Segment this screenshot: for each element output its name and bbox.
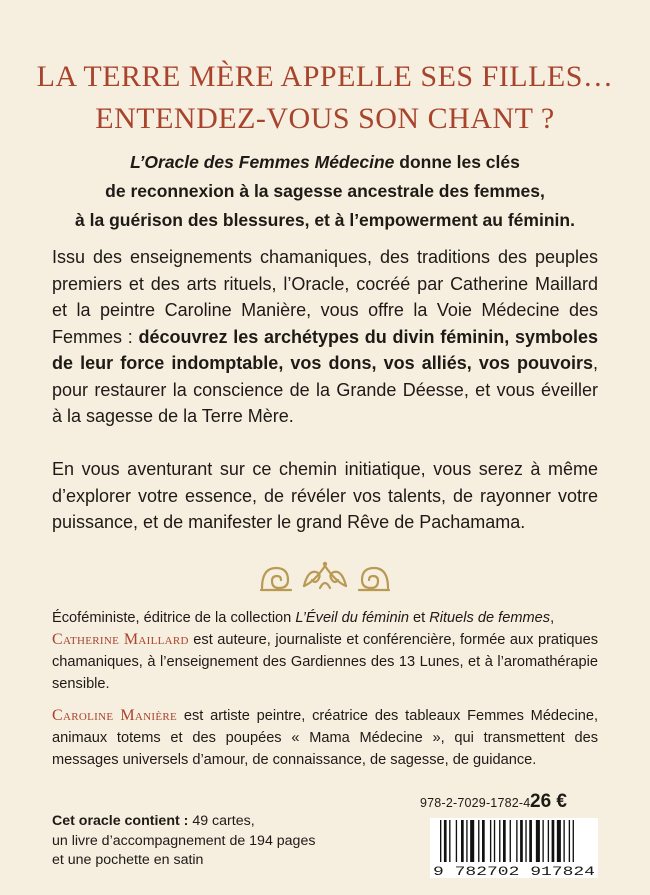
contents-line-3: et une pochette en satin — [52, 852, 204, 868]
title-line-1: LA TERRE MÈRE APPELLE SES FILLES… — [36, 60, 614, 93]
barcode — [430, 818, 598, 878]
p1-bold-text: découvrez les archétypes du divin féminin, symboles de leur force indomptable, vos dons, vos alliés, vos pouvoirs — [52, 326, 598, 373]
intro-line-2: de reconnexion à la sagesse ancestrale des femmes, — [105, 181, 545, 201]
isbn: 978-2-7029-1782-4 — [420, 796, 531, 810]
contents-line-2: un livre d’accompagnement de 194 pages — [52, 832, 316, 849]
p1-text-before: Issu des enseignements chamaniques, des traditions des peuples premiers et des arts rituels, l’Oracle, cocréé par Catherine Maillard et la peintre Caroline Manière, vous offre la Voie Médecine des Femmes : — [52, 247, 598, 347]
description-paragraph-1 — [52, 244, 598, 430]
author-name: Catherine Maillard — [52, 631, 189, 648]
bio1-text: est auteure, journaliste et conférencière, formée aux pratiques chamaniques, à l’enseignement des Gardiennes des 13 Lunes, et à l’aromathérapie sensible. — [52, 632, 598, 692]
intro-text-1: donne les clés — [394, 152, 520, 172]
spiral-ornament-icon — [258, 558, 392, 596]
price: 26 € — [530, 791, 567, 812]
illustrator-name: Caroline Manière — [52, 707, 178, 724]
bio1-and: et — [408, 610, 430, 626]
collection-name-2: Rituels de femmes — [429, 610, 551, 626]
contents-line-1 — [52, 812, 382, 832]
bio1-intro: Écoféministe, éditrice de la collection — [52, 610, 296, 626]
book-title: L’Oracle des Femmes Médecine — [130, 152, 395, 172]
contents-label: Cet oracle contient : — [52, 813, 189, 829]
intro-line-1 — [30, 148, 620, 177]
author-bio — [52, 607, 598, 695]
bio1-comma: , — [550, 610, 555, 626]
page-title — [20, 56, 630, 140]
intro-line-3: à la guérison des blessures, et à l’empowerment au féminin. — [75, 210, 575, 230]
collection-name-1: L’Éveil du féminin — [295, 610, 409, 626]
intro-paragraph — [30, 148, 620, 235]
barcode-digits: 9 782702 917824 — [433, 865, 595, 878]
description-paragraph-2: En vous aventurant sur ce chemin initiatique, vous serez à même d’explorer votre essence, de révéler vos talents, de rayonner votre puissance, et de manifester le grand Rêve de Pachamama. — [52, 459, 598, 532]
barcode-bars — [440, 820, 574, 862]
contents-cards: 49 cartes, — [188, 813, 255, 829]
p1-text-after: , pour restaurer la conscience de la Grande Déesse, et vous éveiller à la sagesse de la Terre Mère. — [52, 353, 598, 426]
illustrator-bio — [52, 705, 598, 771]
title-line-2: ENTENDEZ-VOUS SON CHANT ? — [95, 102, 555, 135]
box-contents — [52, 812, 382, 871]
bio2-text: est artiste peintre, créatrice des tableaux Femmes Médecine, animaux totems et des poupées « Mama Médecine », qui transmettent des messages universels d’amour, de connaissance, de sagesse, de guidance. — [52, 708, 598, 768]
